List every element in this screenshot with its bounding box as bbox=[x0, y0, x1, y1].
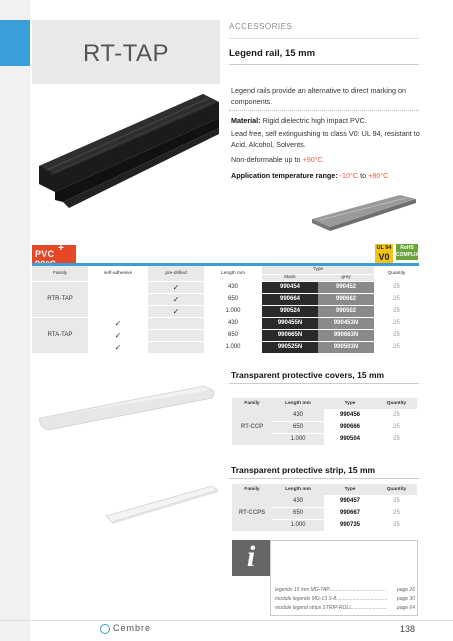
references-box bbox=[270, 540, 418, 616]
grey-type-cell: 990452 bbox=[318, 281, 374, 293]
ul94-v0-badge bbox=[375, 244, 393, 264]
quantity-cell: 25 bbox=[376, 507, 417, 519]
length-cell: 650 bbox=[272, 507, 324, 519]
black-type-cell: 990524 bbox=[262, 305, 318, 317]
reference-text: module legend strips STRIP-ROLL......................... bbox=[275, 605, 387, 611]
quantity-cell: 25 bbox=[376, 409, 417, 421]
product-title-box bbox=[32, 20, 220, 84]
info-icon bbox=[232, 540, 270, 576]
header-self-adhesive: self-adhesive bbox=[88, 266, 148, 281]
divider bbox=[229, 383, 419, 384]
pre-drilled-cell: ✓ bbox=[148, 293, 204, 305]
quantity-cell: 25 bbox=[374, 281, 419, 293]
quantity-cell: 25 bbox=[376, 433, 417, 445]
logo-text: Cembre bbox=[113, 623, 152, 633]
section-label: ACCESSORIES bbox=[229, 22, 293, 31]
header-black: black bbox=[262, 274, 318, 281]
cembre-logo bbox=[100, 623, 151, 634]
length-cell: 430 bbox=[204, 281, 262, 293]
black-type-cell: 990525N bbox=[262, 341, 318, 353]
table-row bbox=[232, 409, 417, 421]
header-type: Type bbox=[262, 266, 374, 274]
product-title: RT-TAP bbox=[82, 40, 170, 67]
left-margin-strip bbox=[0, 0, 30, 641]
grey-type-cell: 990453N bbox=[318, 317, 374, 329]
family-cell: RT-CCP bbox=[232, 409, 272, 445]
strip-title: Transparent protective strip, 15 mm bbox=[231, 465, 376, 475]
length-cell: 430 bbox=[272, 495, 324, 507]
deform-label: Non-deformable up to bbox=[231, 155, 301, 164]
reference-item[interactable] bbox=[275, 587, 415, 593]
deform-line bbox=[231, 155, 431, 166]
quantity-cell: 25 bbox=[374, 317, 419, 329]
black-type-cell: 990665N bbox=[262, 329, 318, 341]
strip-header-quantity: Quantity bbox=[376, 484, 417, 495]
length-cell: 1.000 bbox=[204, 341, 262, 353]
grey-type-cell: 990502 bbox=[318, 305, 374, 317]
pre-drilled-cell: ✓ bbox=[148, 305, 204, 317]
family-cell: RTR-TAP bbox=[32, 281, 88, 317]
quantity-cell: 25 bbox=[376, 421, 417, 433]
covers-header-quantity: Quantity bbox=[376, 398, 417, 409]
self-adhesive-cell bbox=[88, 293, 148, 305]
material-label: Material: bbox=[231, 116, 261, 125]
black-type-cell: 990664 bbox=[262, 293, 318, 305]
covers-title: Transparent protective covers, 15 mm bbox=[231, 370, 385, 380]
strip-table bbox=[232, 484, 417, 532]
deform-value: +90°C bbox=[302, 155, 323, 164]
grey-type-cell: 990662 bbox=[318, 293, 374, 305]
page-number: 138 bbox=[400, 624, 416, 634]
grey-type-cell: 990663N bbox=[318, 329, 374, 341]
temp-label: Application temperature range: bbox=[231, 171, 338, 180]
quantity-cell: 25 bbox=[374, 329, 419, 341]
legend-rail-photo bbox=[33, 84, 221, 210]
covers-header-type: Type bbox=[324, 398, 376, 409]
type-cell: 990457 bbox=[324, 495, 376, 507]
reference-item[interactable] bbox=[275, 605, 415, 611]
grey-rail-photo bbox=[310, 193, 418, 233]
table-row bbox=[32, 329, 419, 341]
footer bbox=[0, 620, 453, 641]
length-cell: 1.000 bbox=[204, 305, 262, 317]
temp-line bbox=[231, 171, 431, 182]
length-cell: 430 bbox=[272, 409, 324, 421]
strip-header-length: Length mm bbox=[272, 484, 324, 495]
header-grey: grey bbox=[318, 274, 374, 281]
reference-item[interactable] bbox=[275, 596, 415, 602]
covers-table bbox=[232, 398, 417, 446]
covers-header-length: Length mm bbox=[272, 398, 324, 409]
header-quantity: Quantity bbox=[374, 266, 419, 281]
strip-header-type: Type bbox=[324, 484, 376, 495]
family-cell: RTA-TAP bbox=[32, 317, 88, 353]
material-line bbox=[231, 116, 431, 127]
temp-sep: to bbox=[360, 171, 367, 180]
strip-header-family: Family bbox=[232, 484, 272, 495]
self-adhesive-cell: ✓ bbox=[88, 341, 148, 353]
reference-text: legends 15 mm MG-TAP......................................... bbox=[275, 587, 386, 593]
length-cell: 1.000 bbox=[272, 519, 324, 531]
grey-type-cell: 990503N bbox=[318, 341, 374, 353]
material-value: Rigid dielectric high impact PVC. bbox=[262, 116, 367, 125]
length-cell: 650 bbox=[272, 421, 324, 433]
table-row bbox=[32, 281, 419, 293]
type-cell: 990667 bbox=[324, 507, 376, 519]
black-type-cell: 990454 bbox=[262, 281, 318, 293]
length-cell: 430 bbox=[204, 317, 262, 329]
family-cell: RT-CCPS bbox=[232, 495, 272, 531]
length-cell: 650 bbox=[204, 293, 262, 305]
covers-header-family: Family bbox=[232, 398, 272, 409]
header-length: Length mm bbox=[204, 266, 262, 281]
divider bbox=[229, 110, 419, 111]
length-cell: 1.000 bbox=[272, 433, 324, 445]
pvc-badge-label: PVC bbox=[35, 249, 55, 259]
type-cell: 990666 bbox=[324, 421, 376, 433]
pre-drilled-cell bbox=[148, 329, 204, 341]
length-cell: 650 bbox=[204, 329, 262, 341]
table-row bbox=[32, 341, 419, 353]
lead-free-text: Lead free, self extinguishing to class V0: UL 94, resistant to Acid, Alcohol, Solvents. bbox=[231, 129, 420, 149]
logo-circle-icon bbox=[100, 624, 110, 634]
v0-label: V0 bbox=[378, 252, 390, 262]
reference-page: page 26 bbox=[396, 587, 415, 593]
pre-drilled-cell: ✓ bbox=[148, 281, 204, 293]
reference-page: page 64 bbox=[396, 605, 415, 611]
temp-from: -10°C bbox=[339, 171, 359, 180]
quantity-cell: 25 bbox=[376, 519, 417, 531]
info-icon-glyph: i bbox=[246, 540, 256, 573]
table-row bbox=[32, 305, 419, 317]
ul94-label: UL 94 bbox=[376, 245, 392, 251]
rohs-badge: RoHS COMPLIANT bbox=[396, 245, 426, 258]
self-adhesive-cell bbox=[88, 281, 148, 293]
table-row bbox=[32, 317, 419, 329]
section-color-tab bbox=[0, 20, 30, 66]
table-row bbox=[232, 495, 417, 507]
reference-text: module legends MG-13 S-8..................................... bbox=[275, 596, 388, 602]
pre-drilled-cell bbox=[148, 317, 204, 329]
header-pre-drilled: pre-drilled bbox=[148, 266, 204, 281]
transparent-cover-photo bbox=[36, 378, 216, 438]
pre-drilled-cell bbox=[148, 341, 204, 353]
type-cell: 990735 bbox=[324, 519, 376, 531]
quantity-cell: 25 bbox=[374, 341, 419, 353]
quantity-cell: 25 bbox=[376, 495, 417, 507]
self-adhesive-cell: ✓ bbox=[88, 317, 148, 329]
legend-rail-table bbox=[32, 266, 419, 354]
product-heading: Legend rail, 15 mm bbox=[229, 48, 316, 59]
self-adhesive-cell: ✓ bbox=[88, 329, 148, 341]
divider bbox=[229, 478, 419, 479]
divider bbox=[229, 64, 419, 65]
temp-to: +80°C bbox=[368, 171, 389, 180]
type-cell: 990456 bbox=[324, 409, 376, 421]
intro-text: Legend rails provide an alternative to direct marking on components. bbox=[231, 86, 406, 106]
header-family: Family bbox=[32, 266, 88, 281]
self-adhesive-cell bbox=[88, 305, 148, 317]
type-cell: 990504 bbox=[324, 433, 376, 445]
transparent-strip-photo bbox=[100, 480, 220, 530]
black-type-cell: 990455N bbox=[262, 317, 318, 329]
quantity-cell: 25 bbox=[374, 293, 419, 305]
table-row bbox=[32, 293, 419, 305]
pvc-90-badge: + PVC bbox=[32, 245, 76, 263]
reference-page: page 30 bbox=[396, 596, 415, 602]
divider bbox=[229, 38, 419, 39]
quantity-cell: 25 bbox=[374, 305, 419, 317]
